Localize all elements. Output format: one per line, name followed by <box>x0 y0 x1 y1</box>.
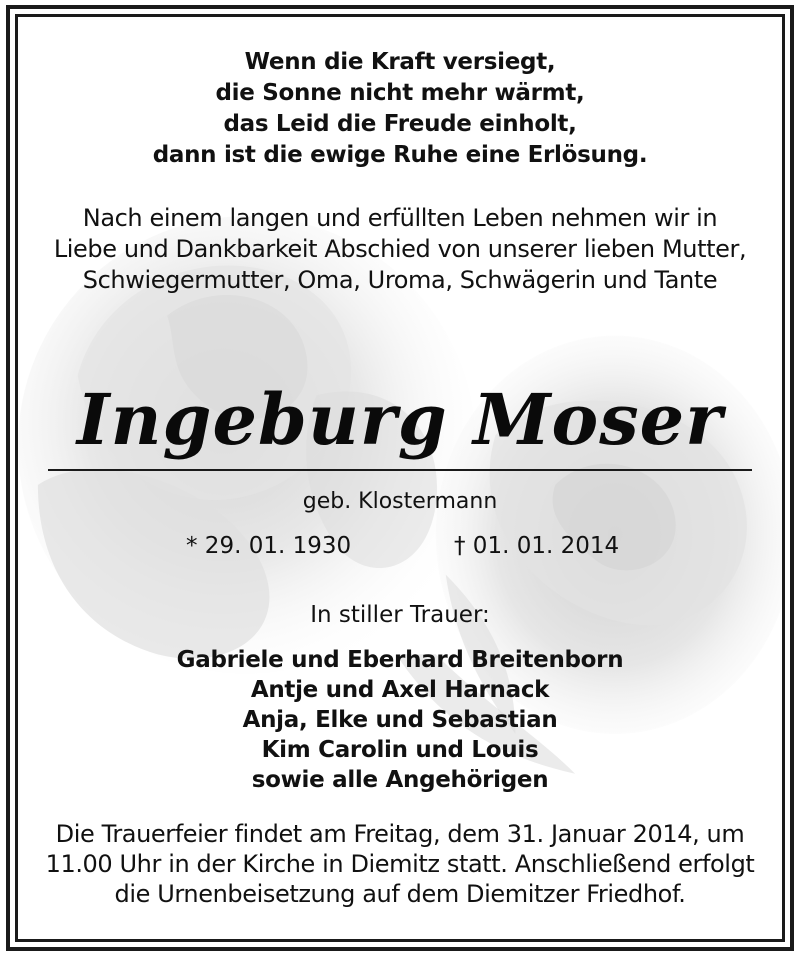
family-member: Antje und Axel Harnack <box>250 677 550 703</box>
name-underline-divider <box>48 469 752 471</box>
deceased-name: Ingeburg Moser <box>76 378 724 461</box>
family-member: Gabriele und Eberhard Breitenborn <box>176 647 624 673</box>
maiden-name: geb. Klostermann <box>302 489 498 514</box>
notice-outer-frame <box>6 5 794 951</box>
poem-line: die Sonne nicht mehr wärmt, <box>215 80 585 106</box>
poem-verse <box>18 47 782 171</box>
intro-text: Nach einem langen und erfüllten Leben nehmen wir in Liebe und Dankbarkeit Abschied von unserer lieben Mutter, Schwiegermutter, Oma, Uroma, Schwägerin und Tante <box>53 204 747 294</box>
notice-inner-frame <box>15 14 785 942</box>
poem-line: Wenn die Kraft versiegt, <box>244 49 556 75</box>
poem-line: das Leid die Freude einholt, <box>223 111 577 137</box>
family-member: sowie alle Angehörigen <box>251 767 549 793</box>
family-list <box>18 645 782 795</box>
poem-line: dann ist die ewige Ruhe eine Erlösung. <box>152 142 648 168</box>
mourning-heading: In stiller Trauer: <box>310 602 490 628</box>
funeral-info: Die Trauerfeier findet am Freitag, dem 31. Januar 2014, um 11.00 Uhr in der Kirche in Diemitz statt. Anschließend erfolgt die Urnenbeisetzung auf dem Diemitzer Friedhof. <box>45 820 755 908</box>
family-member: Kim Carolin und Louis <box>261 737 539 763</box>
notice-content <box>18 17 782 939</box>
death-date: † 01. 01. 2014 <box>454 533 620 559</box>
family-member: Anja, Elke und Sebastian <box>242 707 558 733</box>
birth-date: * 29. 01. 1930 <box>186 533 352 559</box>
